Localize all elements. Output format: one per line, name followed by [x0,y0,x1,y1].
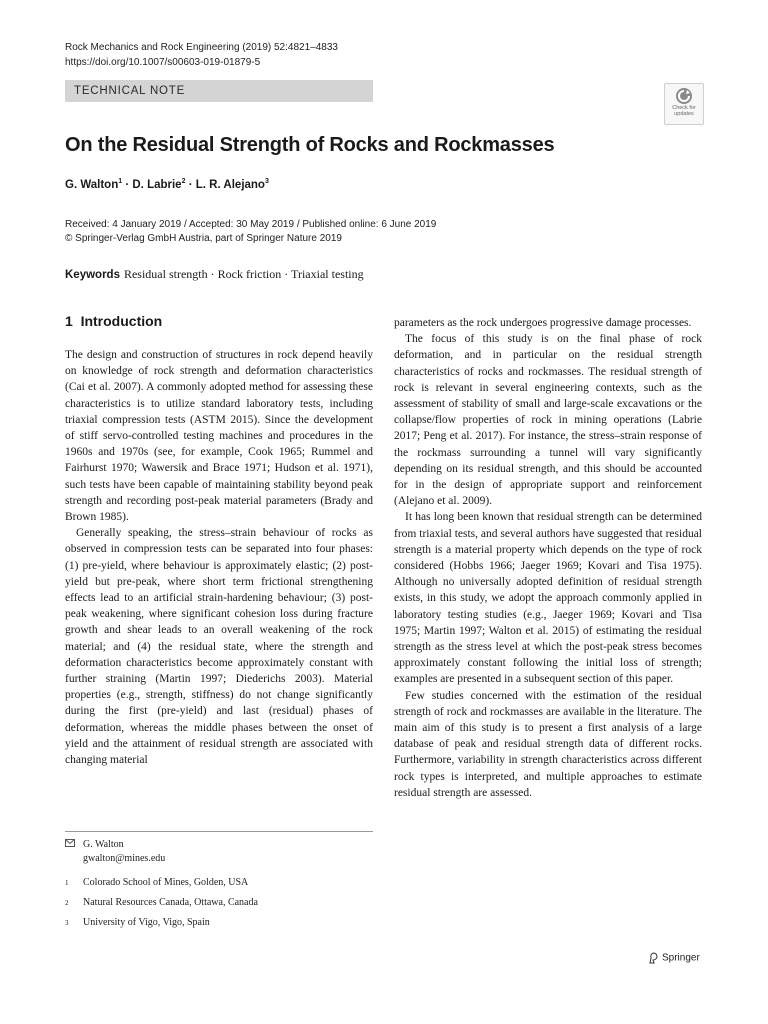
keywords [65,267,364,282]
author-affil: 3 [264,178,269,185]
affiliation [65,876,248,890]
section-number: 1 [65,313,73,329]
affiliation [65,896,258,910]
received-dates: Received: 4 January 2019 / Accepted: 30 May 2019 / Published online: 6 June 2019 [65,219,437,230]
publisher-name: Springer [662,952,700,964]
doi-link[interactable]: https://doi.org/10.1007/s00603-019-01879-5 [65,57,261,68]
footnote-divider [65,831,373,832]
paragraph: Generally speaking, the stress–strain behaviour of rocks as observed in compression tests can be separated into four phases: (1) pre-yield, where behaviour is approximately elastic; (2) post-yield but pre-peak, where short term frictional strengthening effects lead to an artificial strain-hardening behaviour; (3) post-peak weakening, where significant cohesion loss during fracture growth and shear leads to an overall weakening of the rock material; and (4) the residual state, where the strength and deformation characteristics become approximately constant with further straining (Martin 1997; Diederichs 2003). Material properties (e.g., strength, stiffness) do not change significantly during the first (pre-yield) and last (residual) phases of deformation, whereas the middle phases between the onset of yield and the attainment of residual strength are associated with changing material [65,527,373,767]
right-column [394,315,702,801]
author-name[interactable]: G. Walton [65,178,119,191]
publisher-logo [648,952,700,964]
refresh-badge-icon [675,87,693,105]
badge-line-2: updates [674,111,694,117]
paragraph: The design and construction of structures in rock depend heavily on knowledge of rock strength and deformation characteristics (Cai et al. 2007). A commonly adopted method for assessing these characteristics is to utilize standard laboratory tests, including triaxial compression tests (ASTM 2015). Since the development of stiff servo-controlled testing machines and procedures in the 1960s and 1970s (see, for example, Cook 1965; Rummel and Fairhurst 1970; Wawersik and Brace 1971; Hudson et al. 1971), such tests have been capable of maintaining stability beyond peak strength and recording post-peak material parameters (Brady and Brown 1985). [65,349,373,524]
envelope-icon [65,838,83,852]
corresponding-author [65,838,165,866]
copyright-line: © Springer-Verlag GmbH Austria, part of Springer Nature 2019 [65,233,342,244]
author-name[interactable]: L. R. Alejano [195,178,265,191]
article-type-bar: TECHNICAL NOTE [65,80,373,102]
author-list [65,178,269,191]
journal-citation: Rock Mechanics and Rock Engineering (2019) 52:4821–4833 [65,42,338,53]
section-title: Introduction [80,313,163,329]
affiliation-text: University of Vigo, Vigo, Spain [83,917,210,928]
paragraph: It has long been known that residual strength can be determined from triaxial tests, and several authors have suggested that residual strength is a material property which depends on the type of rock considered (Hobbs 1966; Jaeger 1969; Kovari and Tisa 1975). Although no universally adopted definition of residual strength exists, in this study, we adopt the approach commonly applied in laboratory testing studies (e.g., Jaeger 1969; Kovari and Tisa 1975; Martin 1997; Walton et al. 2015) of estimating the residual strength as the stress level at which the post-peak stress becomes approximately constant following the initial loss of strength; examples are presented in a subsequent section of this paper. [394,511,702,686]
springer-horse-icon [648,952,659,964]
affiliation [65,916,210,930]
affiliation-text: Natural Resources Canada, Ottawa, Canada [83,897,258,908]
keywords-text: Residual strength · Rock friction · Triaxial testing [123,267,364,281]
affiliation-mark: 3 [65,919,69,927]
paragraph: Few studies concerned with the estimation of the residual strength of rock and rockmasses are available in the literature. The main aim of this study is to present a first analysis of a large database of peak and residual strength data of different rocks. Furthermore, variability in strength characteristics across different rock types is interpreted, and multiple approaches to estimate residual strength are assessed. [394,689,702,799]
journal-header [65,40,338,70]
author-separator: · [122,178,133,191]
publication-dates [65,218,436,246]
corresponding-email[interactable]: gwalton@mines.edu [83,853,166,864]
author-affil: 2 [181,178,186,185]
affiliation-text: Colorado School of Mines, Golden, USA [83,877,249,888]
author-affil: 1 [118,178,123,185]
author-separator: · [185,178,196,191]
paragraph: The focus of this study is on the final phase of rock deformation, and in particular on the residual strength characteristics of rocks and rockmasses. The residual strength of rock is relevant in several engineering contexts, such as the assessment of stability of small and large-scale excavations or the collapse/flow properties of rock in mining operations (Labrie 2017; Peng et al. 2017). For instance, the stress–strain response of the rockmass surrounding a tunnel will vary significantly depending on its residual strength, and this should be accounted for in the design of appropriate support and reinforcement (Alejano et al. 2009). [394,333,702,508]
left-column [65,347,373,768]
paragraph: parameters as the rock undergoes progressive damage processes. [394,317,692,329]
paper-title: On the Residual Strength of Rocks and Rockmasses [65,134,555,156]
check-for-updates-badge[interactable] [664,83,704,125]
corresponding-name: G. Walton [83,839,124,850]
affiliation-mark: 2 [65,899,69,907]
affiliation-mark: 1 [65,879,69,887]
keywords-label: Keywords [65,269,120,281]
author-name[interactable]: D. Labrie [132,178,182,191]
badge-line-1: Check for [672,105,696,111]
section-heading [65,313,162,329]
